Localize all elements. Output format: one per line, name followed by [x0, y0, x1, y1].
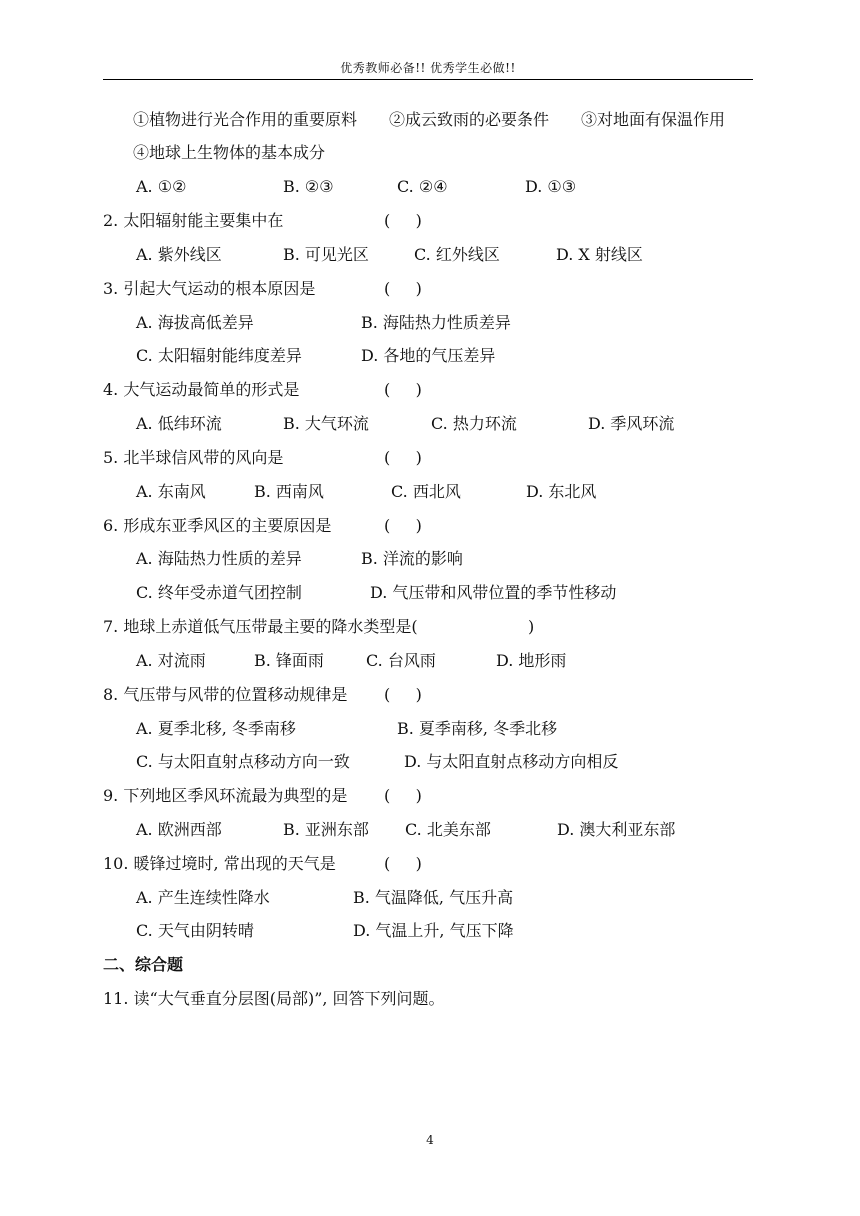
q4-option-b: B. 大气环流 — [283, 414, 369, 433]
q10-stem: 10. 暖锋过境时, 常出现的天气是 — [103, 854, 336, 873]
q5-stem: 5. 北半球信风带的风向是 — [103, 448, 284, 467]
q10-answer-blank: ( ) — [384, 854, 422, 873]
q2-answer-blank: ( ) — [384, 211, 422, 230]
q6-stem: 6. 形成东亚季风区的主要原因是 — [103, 516, 332, 535]
q4-option-c: C. 热力环流 — [431, 414, 517, 433]
q9-answer-blank: ( ) — [384, 786, 422, 805]
q7-option-d: D. 地形雨 — [496, 651, 567, 670]
q4-stem: 4. 大气运动最简单的形式是 — [103, 380, 300, 399]
q5-option-a: A. 东南风 — [136, 482, 206, 501]
q10-option-c: C. 天气由阴转晴 — [136, 921, 254, 940]
q3-stem: 3. 引起大气运动的根本原因是 — [103, 279, 316, 298]
q7-option-b: B. 锋面雨 — [254, 651, 324, 670]
q7-option-a: A. 对流雨 — [136, 651, 206, 670]
q9-option-d: D. 澳大利亚东部 — [557, 820, 676, 839]
q5-option-d: D. 东北风 — [526, 482, 597, 501]
q5-answer-blank: ( ) — [384, 448, 422, 467]
q2-option-b: B. 可见光区 — [283, 245, 369, 264]
q5-option-c: C. 西北风 — [391, 482, 461, 501]
q8-option-d: D. 与太阳直射点移动方向相反 — [404, 752, 619, 771]
q4-option-a: A. 低纬环流 — [136, 414, 222, 433]
q6-option-b: B. 洋流的影响 — [361, 549, 463, 568]
q2-option-d: D. X 射线区 — [556, 245, 643, 264]
q1-option-d: D. ①③ — [525, 177, 577, 196]
q3-answer-blank: ( ) — [384, 279, 422, 298]
q7-answer-blank: ) — [528, 617, 535, 636]
q7-stem: 7. 地球上赤道低气压带最主要的降水类型是( — [103, 617, 418, 636]
page-number: 4 — [426, 1133, 434, 1147]
q9-option-c: C. 北美东部 — [405, 820, 491, 839]
q9-stem: 9. 下列地区季风环流最为典型的是 — [103, 786, 348, 805]
q3-option-b: B. 海陆热力性质差异 — [361, 313, 511, 332]
q2-stem: 2. 太阳辐射能主要集中在 — [103, 211, 284, 230]
q4-answer-blank: ( ) — [384, 380, 422, 399]
q8-option-a: A. 夏季北移, 冬季南移 — [136, 719, 296, 738]
q3-option-a: A. 海拔高低差异 — [136, 313, 254, 332]
q8-stem: 8. 气压带与风带的位置移动规律是 — [103, 685, 348, 704]
q5-option-b: B. 西南风 — [254, 482, 324, 501]
q11-stem: 11. 读“大气垂直分层图(局部)”, 回答下列问题。 — [103, 989, 445, 1008]
q8-option-b: B. 夏季南移, 冬季北移 — [397, 719, 558, 738]
statement-4: ④地球上生物体的基本成分 — [133, 143, 326, 162]
q6-option-c: C. 终年受赤道气团控制 — [136, 583, 302, 602]
q7-option-c: C. 台风雨 — [366, 651, 436, 670]
q8-answer-blank: ( ) — [384, 685, 422, 704]
q1-option-b: B. ②③ — [283, 177, 334, 196]
q3-option-c: C. 太阳辐射能纬度差异 — [136, 346, 302, 365]
q10-option-b: B. 气温降低, 气压升高 — [353, 888, 514, 907]
q9-option-a: A. 欧洲西部 — [136, 820, 222, 839]
q1-option-c: C. ②④ — [397, 177, 448, 196]
q10-option-a: A. 产生连续性降水 — [136, 888, 270, 907]
section-heading: 二、综合题 — [103, 955, 184, 974]
statement-1: ①植物进行光合作用的重要原料 — [133, 110, 358, 129]
page-header: 优秀教师必备!! 优秀学生必做!! — [340, 61, 516, 75]
q3-option-d: D. 各地的气压差异 — [361, 346, 496, 365]
q1-option-a: A. ①② — [136, 177, 187, 196]
q2-option-c: C. 红外线区 — [414, 245, 500, 264]
statement-3: ③对地面有保温作用 — [581, 110, 726, 129]
statement-2: ②成云致雨的必要条件 — [389, 110, 550, 129]
q9-option-b: B. 亚洲东部 — [283, 820, 369, 839]
q6-option-a: A. 海陆热力性质的差异 — [136, 549, 302, 568]
q4-option-d: D. 季风环流 — [588, 414, 675, 433]
header-divider — [103, 79, 753, 80]
q2-option-a: A. 紫外线区 — [136, 245, 222, 264]
q8-option-c: C. 与太阳直射点移动方向一致 — [136, 752, 350, 771]
q6-option-d: D. 气压带和风带位置的季节性移动 — [370, 583, 617, 602]
q10-option-d: D. 气温上升, 气压下降 — [353, 921, 514, 940]
q6-answer-blank: ( ) — [384, 516, 422, 535]
